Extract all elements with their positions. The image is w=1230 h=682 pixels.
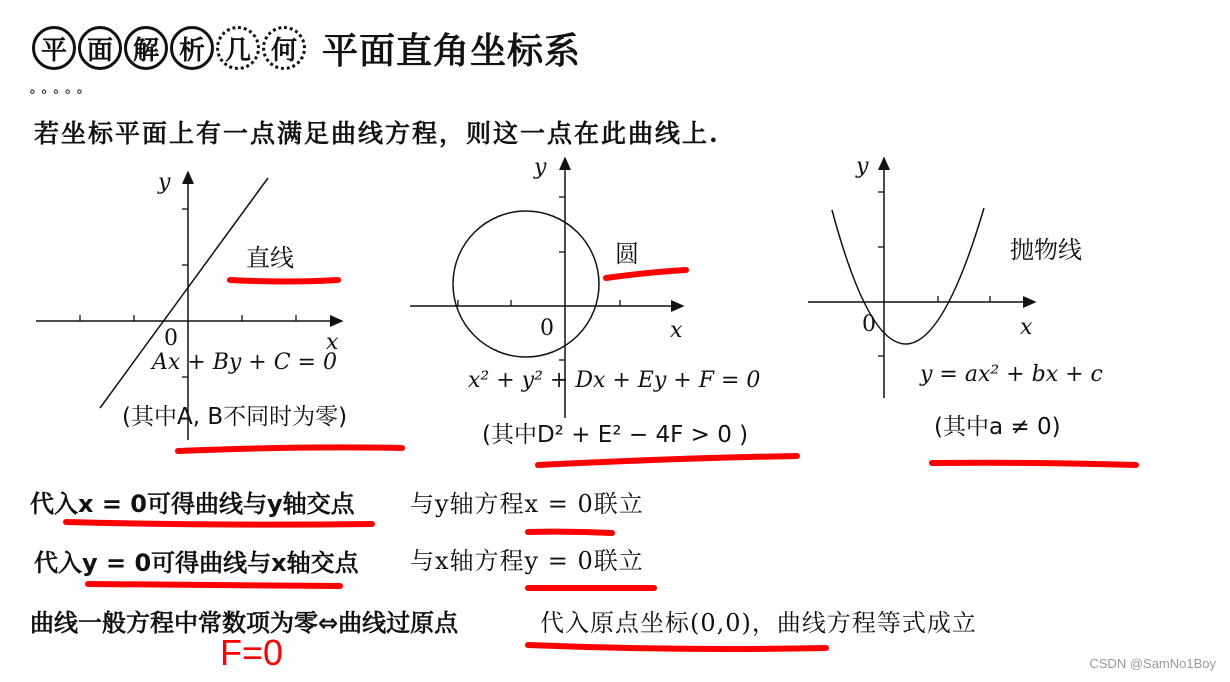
row3-bold-text: 曲线一般方程中常数项为零⇔曲线过原点 (30, 609, 459, 637)
row2-bold-text: 代入y = 0可得曲线与x轴交点 (34, 549, 359, 577)
underline-row1-plain (528, 532, 612, 533)
underline-circle-cond (538, 456, 797, 465)
parabola-name-label: 抛物线 (1010, 236, 1082, 264)
line-condition: (其中A, B不同时为零) (122, 404, 348, 430)
row1-plain-text: 与y轴方程x = 0联立 (410, 490, 644, 518)
circle-origin-label: 0 (540, 316, 554, 341)
parabola-origin-label: 0 (862, 312, 876, 337)
badge-ping: 平 (32, 26, 76, 70)
parabola-condition: (其中a ≠ 0) (934, 414, 1061, 440)
underline-line-cond (178, 447, 402, 451)
line-name-label: 直线 (246, 244, 294, 272)
parabola-equation: y = ax² + bx + c (920, 362, 1103, 387)
watermark: CSDN @SamNo1Boy (1089, 656, 1216, 671)
row1-bold-text: 代入x = 0可得曲线与y轴交点 (30, 490, 355, 518)
statement-text: 若坐标平面上有一点满足曲线方程，则这一点在此曲线上. (34, 119, 720, 148)
parabola-curve (832, 208, 984, 344)
parabola-x-label: x (1020, 315, 1033, 340)
row3-plain-text: 代入原点坐标(0,0)，曲线方程等式成立 (540, 609, 977, 637)
underline-row2-bold (88, 584, 340, 586)
line-equation: Ax + By + C = 0 (152, 350, 337, 375)
underline-row3-plain (528, 645, 826, 649)
circle-curve (453, 211, 599, 357)
line-x-label: x (326, 330, 339, 355)
f-zero-annotation: F=0 (220, 632, 284, 673)
badge-ji: 几 (216, 26, 260, 70)
page-title: 平面直角坐标系 (322, 30, 582, 72)
decorative-dots: ∘∘∘∘∘ (28, 84, 87, 100)
row2-plain-text: 与x轴方程y = 0联立 (410, 547, 644, 575)
badge-xi: 析 (170, 26, 214, 70)
underline-row1-bold (66, 522, 372, 525)
badge-he: 何 (262, 26, 306, 70)
badge-jie: 解 (124, 26, 168, 70)
circle-x-label: x (670, 318, 683, 343)
line-origin-label: 0 (164, 326, 178, 351)
underline-parabola-cond (932, 463, 1136, 465)
circle-equation: x² + y² + Dx + Ey + F = 0 (468, 368, 761, 393)
underline-circle-label (606, 270, 686, 278)
circle-y-label: y (534, 155, 547, 180)
underline-line-label (230, 280, 338, 282)
badge-mian: 面 (78, 26, 122, 70)
parabola-y-label: y (856, 154, 869, 179)
circle-name-label: 圆 (615, 240, 639, 268)
line-y-label: y (158, 170, 171, 195)
circle-condition: (其中D² + E² − 4F > 0 ) (482, 422, 749, 448)
